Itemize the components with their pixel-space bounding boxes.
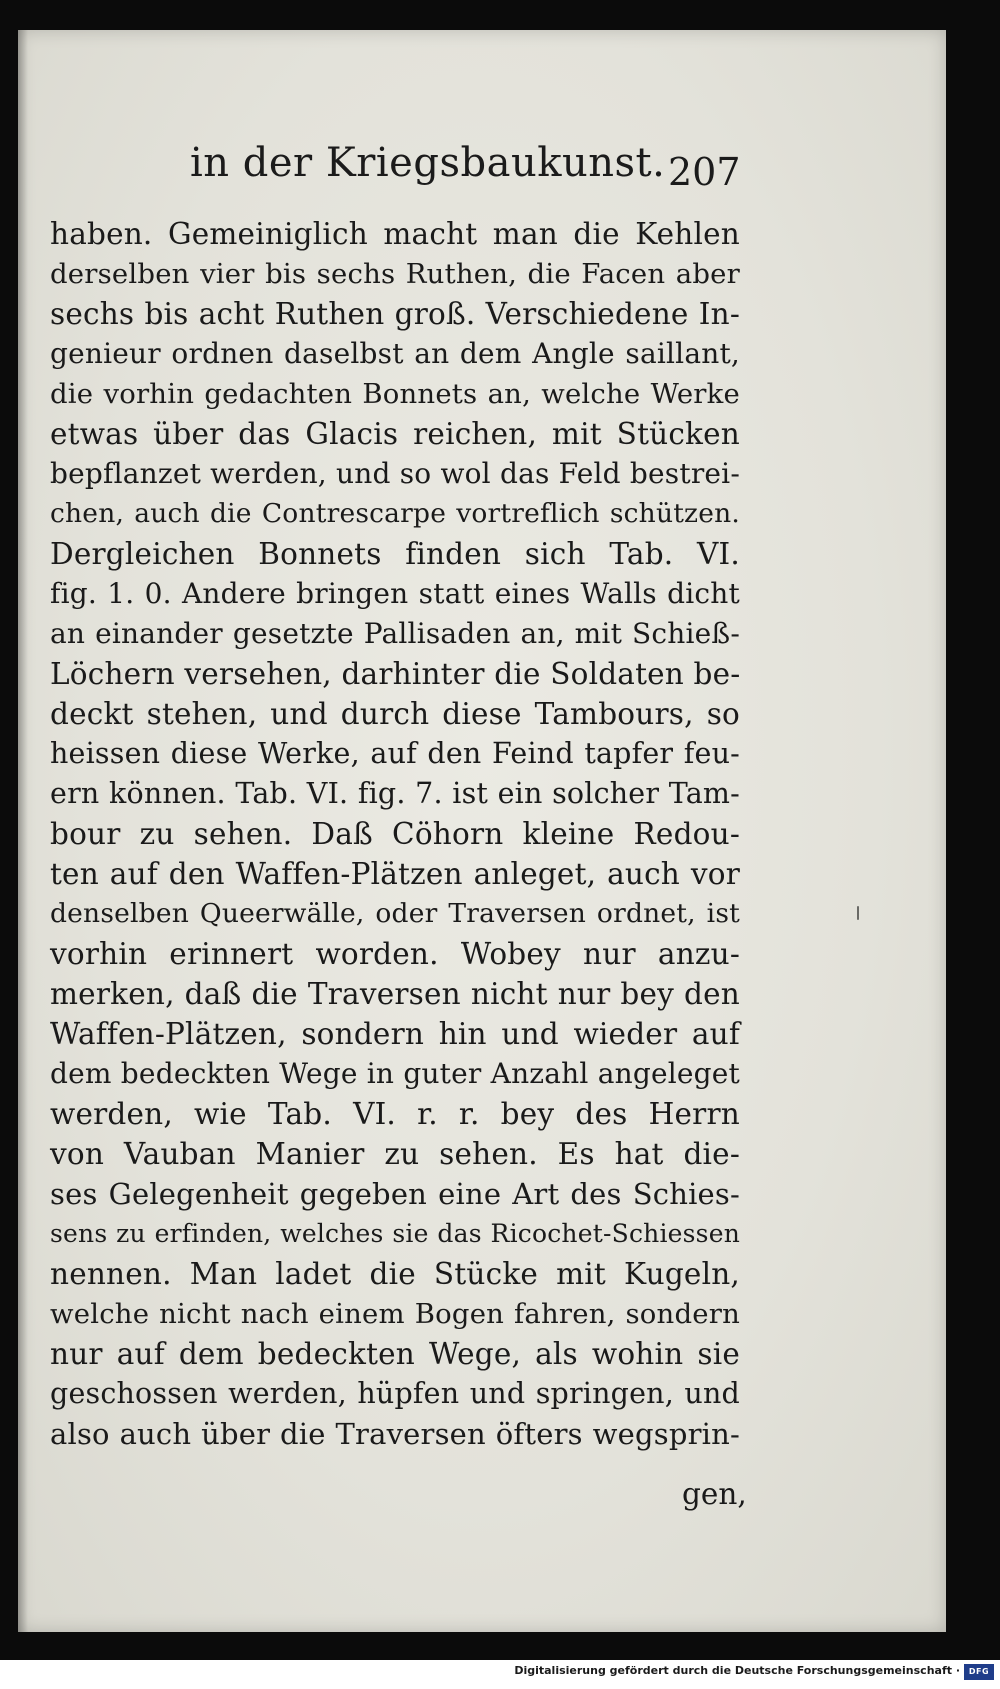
text-line: die vorhin gedachten Bonnets an, welche Werke [50,378,740,410]
text-line: merken, daß die Traversen nicht nur bey den [50,977,740,1011]
text-line: also auch über die Traversen öfters wegsprin- [50,1417,740,1451]
text-line: von Vauban Manier zu sehen. Es hat die- [50,1137,740,1171]
text-line: vorhin erinnert worden. Wobey nur anzu- [50,937,740,971]
text-line: derselben vier bis sechs Ruthen, die Facen aber [50,258,740,290]
dfg-logo: DFG [964,1664,994,1680]
page-number: 207 [668,150,741,194]
text-line: geschossen werden, hüpfen und springen, und [50,1377,740,1410]
digitization-credit: Digitalisierung gefördert durch die Deutsche Forschungsgemeinschaft · [514,1664,960,1677]
text-line: nennen. Man ladet die Stücke mit Kugeln, [50,1257,740,1291]
text-line: ten auf den Waffen-Plätzen anleget, auch vor [50,857,740,891]
text-line: bour zu sehen. Daß Cöhorn kleine Redou- [50,817,740,851]
text-line: Löchern versehen, darhinter die Soldaten be- [50,657,741,691]
text-line: fig. 1. 0. Andere bringen statt eines Walls dicht [50,577,740,610]
text-line: deckt stehen, und durch diese Tambours, so [50,697,740,731]
text-line: denselben Queerwälle, oder Traversen ordnet, ist [50,898,740,929]
text-line: chen, auch die Contrescarpe vortreflich schützen. [50,498,740,529]
running-head: in der Kriegsbaukunst. [190,140,666,186]
text-line: Dergleichen Bonnets finden sich Tab. VI. [50,537,740,571]
text-line: Waffen-Plätzen, sondern hin und wieder auf [50,1017,740,1051]
text-line: ses Gelegenheit gegeben eine Art des Schies- [50,1177,740,1211]
text-line: etwas über das Glacis reichen, mit Stücken [50,417,740,451]
text-line: nur auf dem bedeckten Wege, als wohin sie [50,1337,740,1371]
text-line: an einander gesetzte Pallisaden an, mit Schieß- [50,617,740,650]
text-line: sechs bis acht Ruthen groß. Verschiedene In- [50,297,740,331]
catchword: gen, [682,1477,747,1511]
margin-mark [857,906,859,920]
text-line: ern können. Tab. VI. fig. 7. ist ein solcher Tam- [50,777,740,810]
text-line: genieur ordnen daselbst an dem Angle saillant, [50,337,740,370]
text-line: sens zu erfinden, welches sie das Ricochet-Schiessen [50,1219,740,1248]
text-line: welche nicht nach einem Bogen fahren, sondern [50,1298,740,1330]
text-line: dem bedeckten Wege in guter Anzahl angeleget [50,1057,740,1090]
body-text [50,214,740,1454]
text-line: bepflanzet werden, und so wol das Feld bestrei- [50,457,740,490]
text-line: werden, wie Tab. VI. r. r. bey des Herrn [50,1097,740,1131]
text-line: haben. Gemeiniglich macht man die Kehlen [50,217,740,251]
page-gutter-shadow [18,30,28,1632]
text-line: heissen diese Werke, auf den Feind tapfer feu- [50,737,740,770]
